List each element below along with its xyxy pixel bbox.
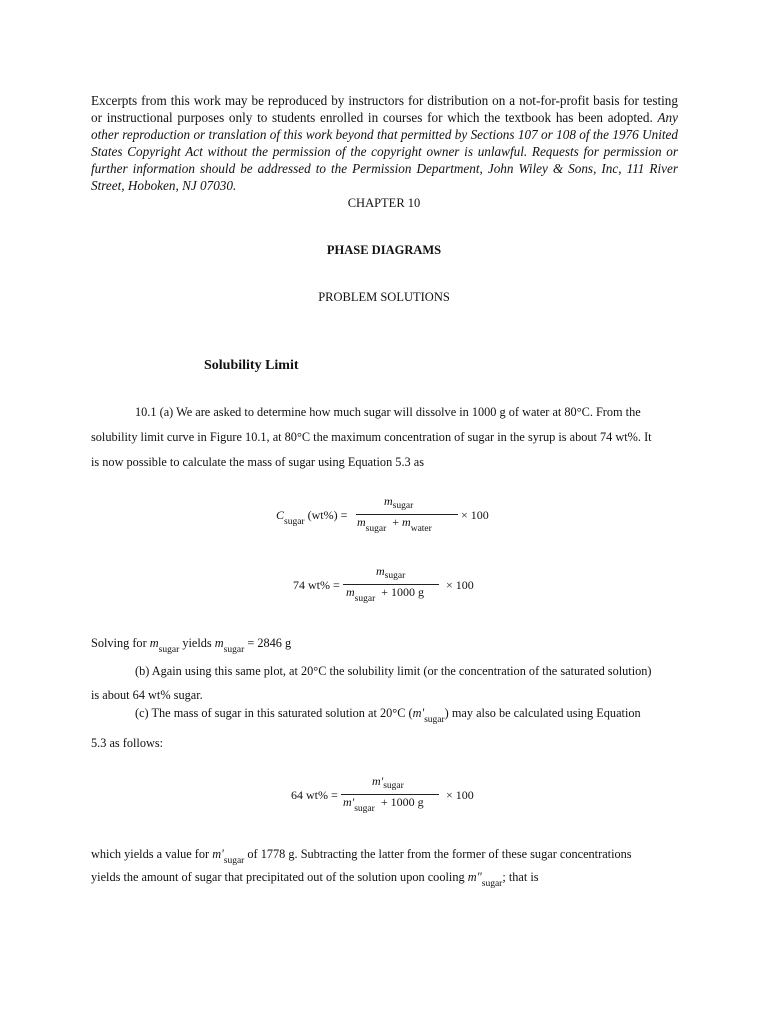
solving-line: Solving for $m_{sugar}$ yields $m_{sugar} = 2846$ g (91, 636, 292, 655)
chapter-title: PHASE DIAGRAMS (326, 243, 442, 257)
eq1-lhs: $C_{sugar}$ (wt%) = (276, 508, 348, 527)
part-b-line2: is about 64 wt% sugar. (91, 688, 203, 702)
eq3-times-100: × 100 (446, 788, 474, 802)
eq2-numerator: $m_{sugar}$ (376, 564, 406, 581)
notice-plain-text: Excerpts from this work may be reproduced by instructors for distribution on a not-for-profit basis for testing or instructional purposes only to students enrolled in courses for which the textbook has been adopted. (91, 93, 678, 125)
section-heading: Solubility Limit (204, 358, 299, 373)
problem-10-1a-line1: 10.1 (a) We are asked to determine how much sugar will dissolve in 1000 g of water at 80°C. From the (135, 405, 641, 419)
eq2-lhs: 74 wt% = (293, 578, 340, 592)
notice-italic-text: Any other reproduction or translation of this work beyond that permitted by Sections 107 or 108 of the 1976 United States Copyright Act without the permission of the copyright owner is unlawful. Requests for permission or further information should be addressed to the Permission Department, John Wiley & Sons, Inc, 111 River Street, Hoboken, NJ 07030. (91, 110, 679, 193)
eq2-times-100: × 100 (446, 578, 474, 592)
eq3-numerator: $m'_{sugar}$ (372, 774, 404, 791)
problem-10-1a-line3: is now possible to calculate the mass of sugar using Equation 5.3 as (91, 455, 424, 469)
part-c-result-line1: which yields a value for $m'_{sugar}$ of 1778 g. Subtracting the latter from the former of these sugar concentrations (91, 847, 632, 866)
part-b-line1: (b) Again using this same plot, at 20°C the solubility limit (or the concentration of the saturated solution) (135, 664, 652, 678)
section-label: PROBLEM SOLUTIONS (318, 290, 450, 304)
part-c-line2: 5.3 as follows: (91, 736, 164, 750)
copyright-notice (91, 92, 678, 194)
eq2-denominator: $m_{sugar} + 1000$ g (346, 585, 425, 604)
chapter-heading: CHAPTER 10 (347, 196, 421, 210)
eq3-denominator: $m'_{sugar} + 1000$ g (343, 795, 424, 814)
part-c-result-line2: yields the amount of sugar that precipitated out of the solution upon cooling $m"_{sugar}$; that is (91, 870, 539, 889)
problem-10-1a-line2: solubility limit curve in Figure 10.1, at 80°C the maximum concentration of sugar in the syrup is about 74 wt%. It (91, 430, 652, 444)
eq1-times-100: × 100 (461, 508, 489, 522)
eq3-lhs: 64 wt% = (291, 788, 338, 802)
eq1-numerator: $m_{sugar}$ (384, 494, 414, 511)
part-c-line1: (c) The mass of sugar in this saturated solution at 20°C $(m'_{sugar})$ may also be calculated using Equation (135, 706, 641, 725)
eq1-denominator: $m_{sugar} + m_{water}$ (357, 515, 432, 534)
